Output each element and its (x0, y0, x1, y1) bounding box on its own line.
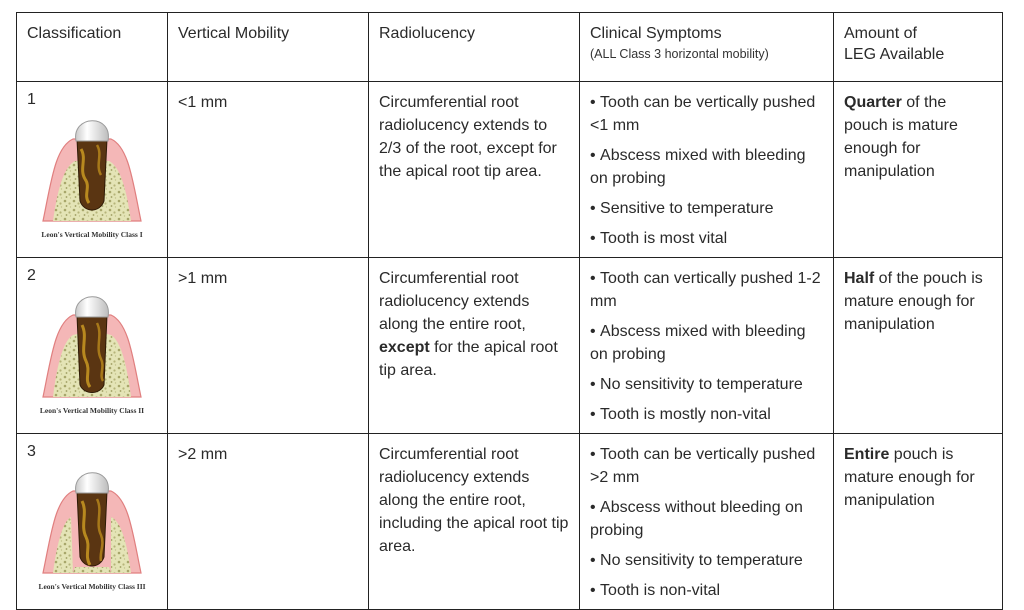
symptom-item: • No sensitivity to temperature (590, 373, 823, 396)
amount-text (844, 267, 992, 336)
table-row (17, 82, 1003, 258)
amount-rest: of the pouch is mature enough for manipulation (844, 270, 983, 333)
header-amount-line2: LEG Available (844, 46, 945, 63)
vertical-mobility-cell: >1 mm (168, 258, 369, 434)
amount-leg-cell (834, 82, 1003, 258)
clinical-symptoms-cell (580, 258, 834, 434)
symptom-item: • Tooth is mostly non-vital (590, 403, 823, 426)
symptom-item: • Tooth can be vertically pushed >2 mm (590, 443, 823, 489)
symptom-item: • Tooth is non-vital (590, 579, 823, 602)
classification-cell (17, 434, 168, 610)
amount-bold: Half (844, 270, 875, 287)
tooth-class-1-illustration (27, 109, 157, 241)
header-clinical-symptoms-note: (ALL Class 3 horizontal mobility) (590, 47, 769, 61)
symptom-item: • Sensitive to temperature (590, 197, 823, 220)
symptom-item: • Abscess mixed with bleeding on probing (590, 144, 823, 190)
radiolucency-text-bold: except (379, 339, 430, 356)
vertical-mobility-cell: <1 mm (168, 82, 369, 258)
symptom-item: • Tooth can be vertically pushed <1 mm (590, 91, 823, 137)
classification-number: 2 (27, 267, 36, 284)
header-amount-leg (834, 13, 1003, 82)
classification-cell (17, 258, 168, 434)
header-classification: Classification (17, 13, 168, 82)
header-clinical-symptoms-title: Clinical Symptoms (590, 25, 722, 42)
table-row (17, 434, 1003, 610)
amount-text (844, 91, 992, 183)
illustration-caption: Leon's Vertical Mobility Class II (39, 406, 145, 415)
radiolucency-cell (369, 258, 580, 434)
radiolucency-cell (369, 434, 580, 610)
header-vertical-mobility: Vertical Mobility (168, 13, 369, 82)
symptom-item: • Abscess mixed with bleeding on probing (590, 320, 823, 366)
classification-number: 3 (27, 443, 36, 460)
amount-rest: of the pouch is mature enough for manipulation (844, 94, 958, 180)
table-row (17, 258, 1003, 434)
radiolucency-text-pre: Circumferential root radiolucency extends along the entire root, (379, 270, 530, 333)
radiolucency-text: Circumferential root radiolucency extends along the entire root, including the apical root tip area. (379, 446, 569, 555)
amount-rest: pouch is mature enough for manipulation (844, 446, 975, 509)
clinical-symptoms-cell (580, 82, 834, 258)
vertical-mobility-table (16, 12, 1003, 610)
radiolucency-text (379, 267, 569, 382)
classification-cell (17, 82, 168, 258)
header-row (17, 13, 1003, 82)
symptom-item: • No sensitivity to temperature (590, 549, 823, 572)
radiolucency-text: Circumferential root radiolucency extends to 2/3 of the root, except for the apical root tip area. (379, 94, 557, 180)
symptoms-list (590, 91, 823, 250)
amount-leg-cell (834, 434, 1003, 610)
clinical-symptoms-cell (580, 434, 834, 610)
header-radiolucency: Radiolucency (369, 13, 580, 82)
header-amount-line1: Amount of (844, 25, 917, 42)
tooth-class-2-illustration (27, 285, 157, 417)
symptom-item: • Tooth can vertically pushed 1-2 mm (590, 267, 823, 313)
illustration-caption: Leon's Vertical Mobility Class III (38, 582, 146, 591)
symptoms-list (590, 443, 823, 602)
radiolucency-text-post: for the apical root tip area. (379, 339, 558, 379)
classification-number: 1 (27, 91, 36, 108)
tooth-class-3-illustration (27, 461, 157, 593)
amount-bold: Quarter (844, 94, 902, 111)
vertical-mobility-cell: >2 mm (168, 434, 369, 610)
symptom-item: • Tooth is most vital (590, 227, 823, 250)
amount-leg-cell (834, 258, 1003, 434)
amount-text (844, 443, 992, 512)
illustration-caption: Leon's Vertical Mobility Class I (41, 230, 143, 239)
symptoms-list (590, 267, 823, 426)
radiolucency-cell (369, 82, 580, 258)
symptom-item: • Abscess without bleeding on probing (590, 496, 823, 542)
amount-bold: Entire (844, 446, 890, 463)
header-clinical-symptoms (580, 13, 834, 82)
